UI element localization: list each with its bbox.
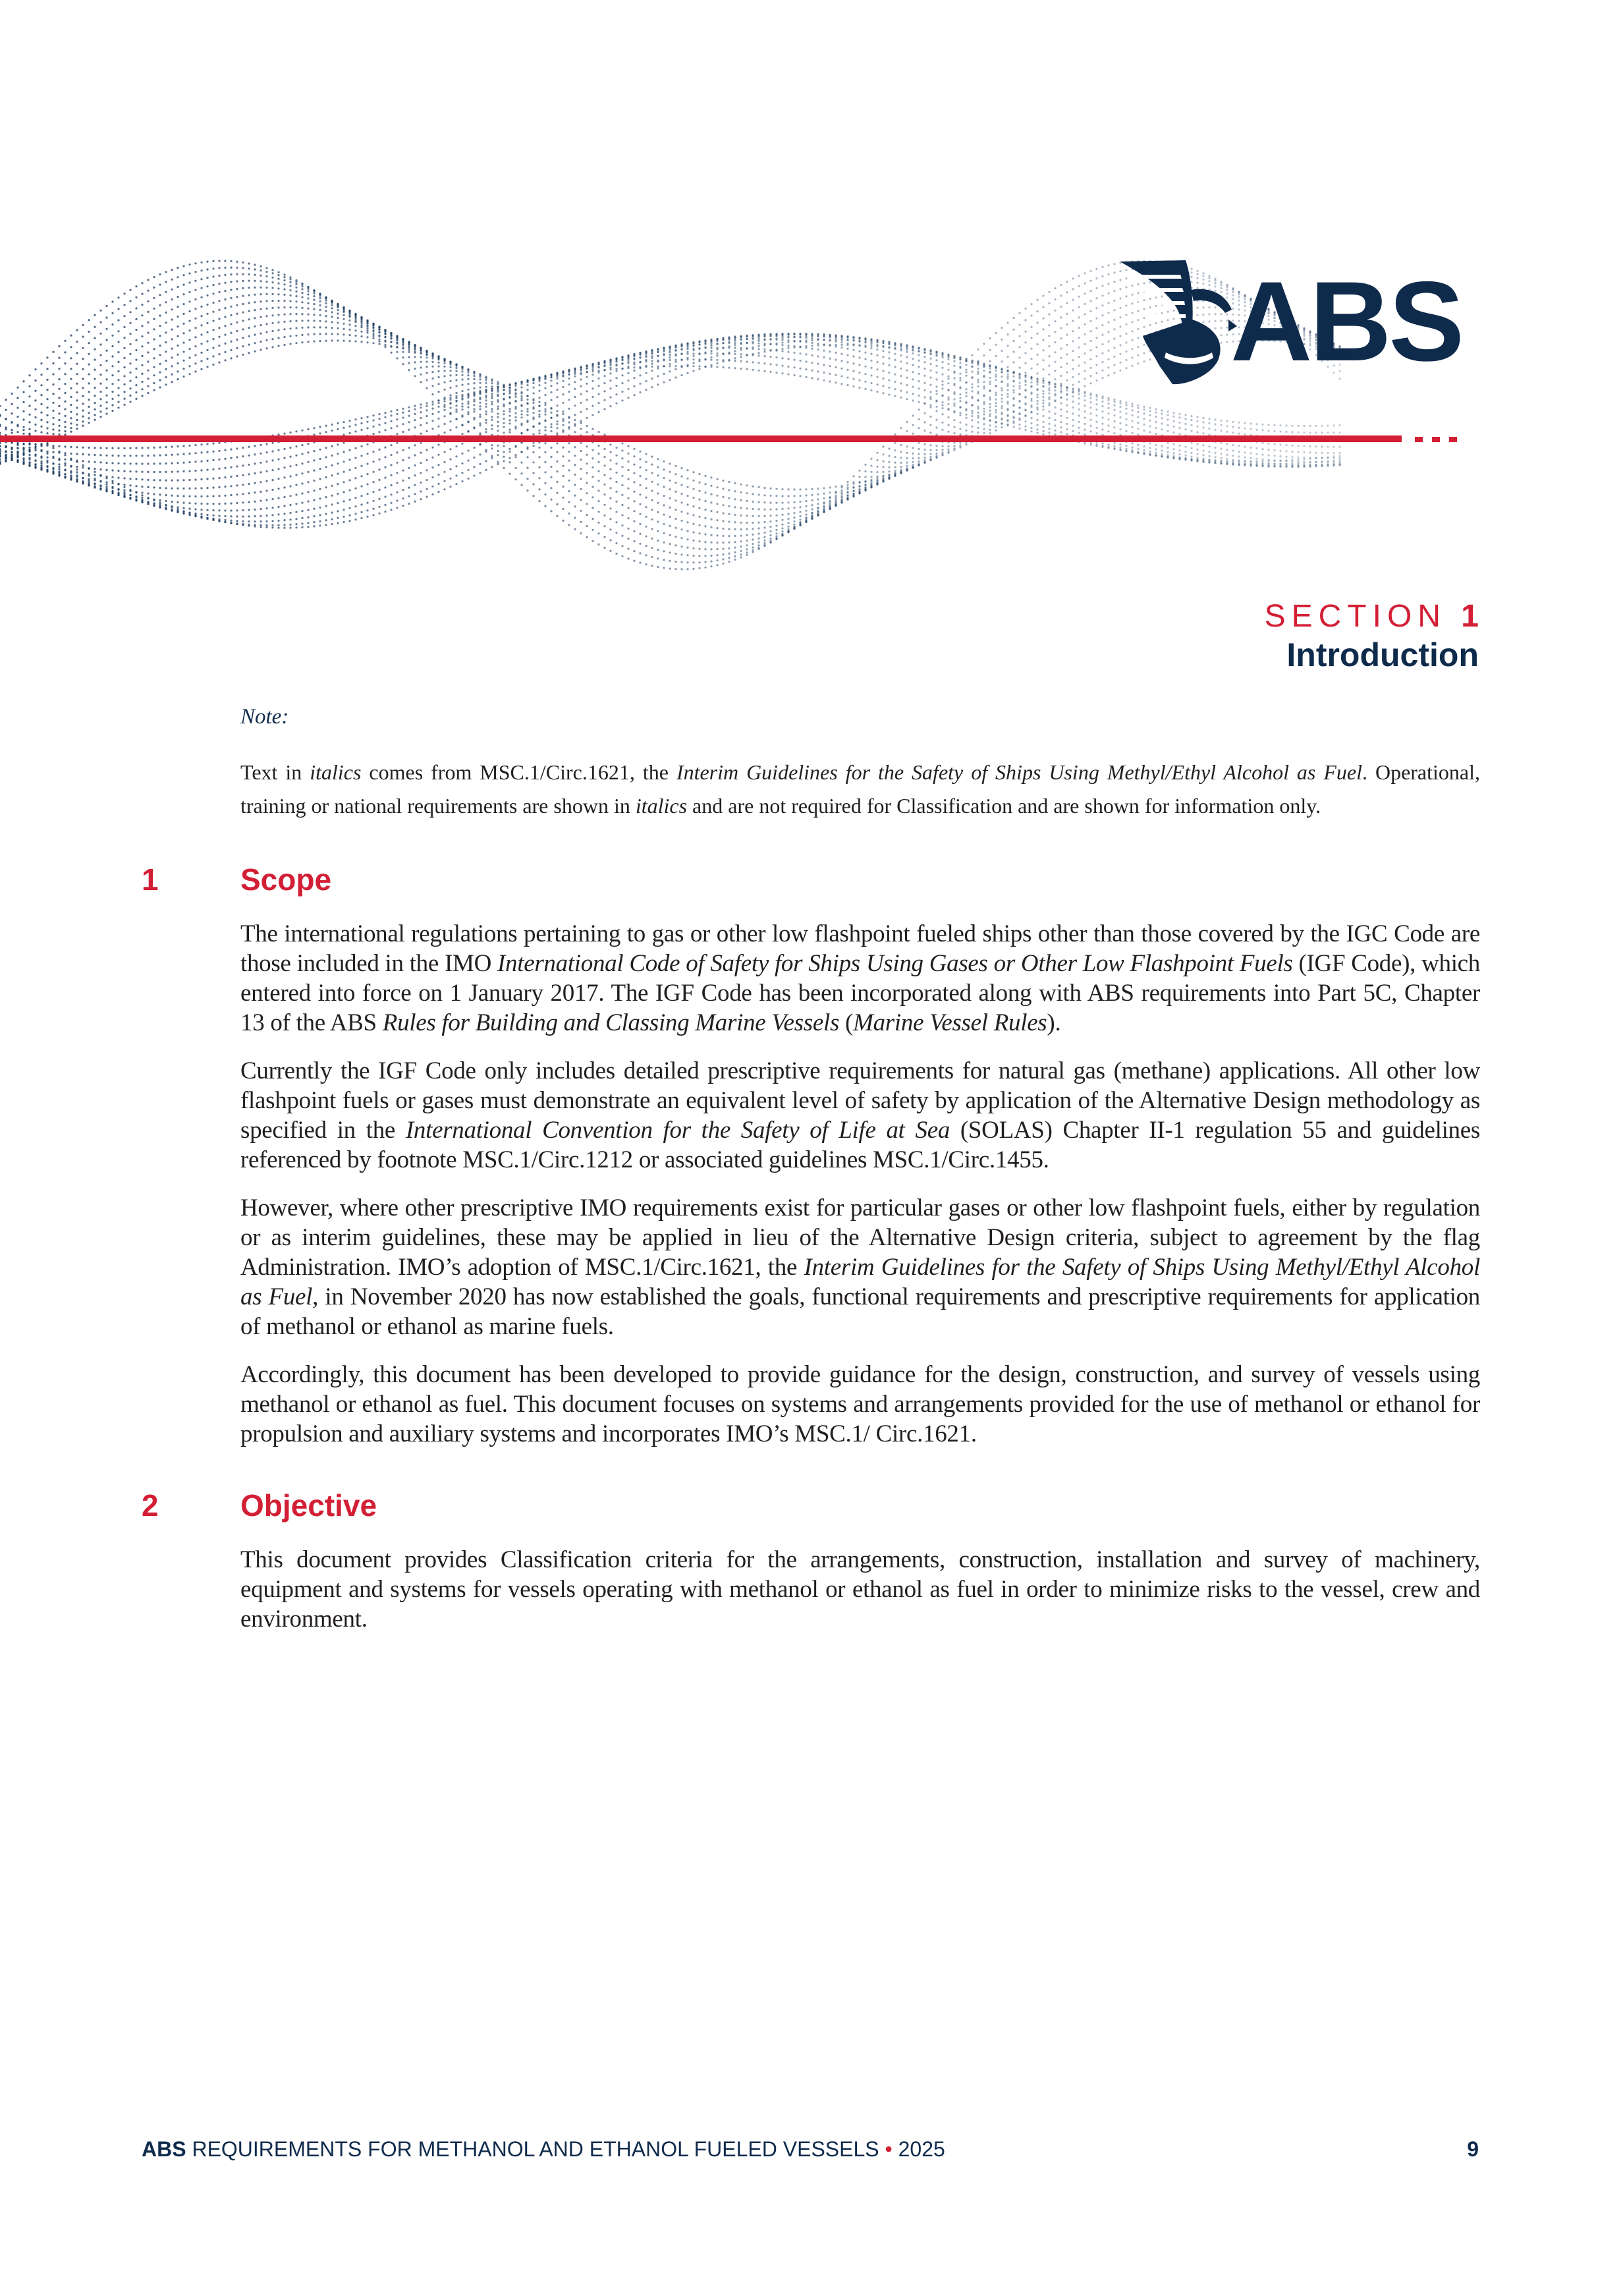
page-content <box>142 705 1481 1652</box>
text-run: (IGF Code), which entered into force on 1 January 2017. The IGF Code has been incorporated along with ABS requirements into Part 5C, Chapter 13 of the ABS <box>240 950 1481 1036</box>
text-run: Text in <box>240 760 310 784</box>
text-run: However, where other prescriptive IMO requirements exist for particular gases or other low flashpoint fuels, either by regulation or as interim guidelines, these may be applied in lieu of the Alternative Design criteria, subject to agreement by the flag Administration. IMO’s adoption of MSC.1/Circ.1621, the <box>240 1194 1480 1281</box>
text-run: comes from MSC.1/Circ.1621, the <box>361 760 676 784</box>
text-run: and are not required for Classification and are shown for information only. <box>687 794 1321 818</box>
header-rule-dash <box>1449 437 1457 442</box>
section-label: SECTION 1 <box>1264 599 1479 634</box>
italic-run: Marine Vessel Rules <box>853 1009 1047 1036</box>
note-text <box>240 756 1480 823</box>
body-paragraph <box>240 1545 1480 1634</box>
section-heading <box>142 861 1480 898</box>
section-heading-title: Objective <box>240 1488 377 1523</box>
text-run: Currently the IGF Code only includes detailed prescriptive requirements for natural gas (methane) applications. All other low flashpoint fuels or gases must demonstrate an equivalent level of safety by application of the Alternative Design methodology as specified in the <box>240 1057 1480 1144</box>
italic-run: Interim Guidelines for the Safety of Ships Using Methyl/Ethyl Alcohol as Fuel <box>240 1254 1480 1310</box>
italic-run: italics <box>310 760 362 784</box>
text-run: , in November 2020 has now established the goals, functional requirements and prescriptive requirements for application of methanol or ethanol as marine fuels. <box>240 1283 1480 1340</box>
italic-run: Rules for Building and Classing Marine Vessels <box>382 1009 840 1036</box>
section-title: Introduction <box>1286 636 1479 673</box>
abs-wordmark: ABS <box>1230 258 1462 385</box>
abs-logo <box>1120 254 1469 385</box>
section-heading-number: 2 <box>142 1488 159 1523</box>
footer-year: 2025 <box>898 2137 945 2161</box>
section-heading-title: Scope <box>240 862 332 897</box>
note-label: Note: <box>240 705 289 729</box>
italic-run: Interim Guidelines for the Safety of Ships Using Methyl/Ethyl Alcohol as Fuel <box>676 760 1362 784</box>
section-number: 1 <box>1461 599 1479 634</box>
eagle-emblem-icon <box>1120 254 1242 385</box>
text-run: Accordingly, this document has been developed to provide guidance for the design, construction, and survey of vessels using methanol or ethanol as fuel. This document focuses on systems and arrangements provided for the use of methanol or ethanol for propulsion and auxiliary systems and incorporates IMO’s MSC.1/ Circ.1621. <box>240 1361 1480 1447</box>
footer-separator: • <box>885 2137 893 2161</box>
page-footer <box>142 2137 1479 2162</box>
italic-run: International Code of Safety for Ships Using Gases or Other Low Flashpoint Fuels <box>497 950 1293 977</box>
body-paragraph <box>240 1056 1480 1175</box>
section-heading-number: 1 <box>142 862 159 897</box>
body-paragraph <box>240 1360 1480 1449</box>
footer-brand: ABS <box>142 2137 186 2161</box>
text-run: The international regulations pertaining to gas or other low flashpoint fueled ships other than those covered by the IGC Code are those included in the IMO <box>240 920 1480 977</box>
text-run: (SOLAS) Chapter II-1 regulation 55 and guidelines referenced by footnote MSC.1/Circ.1212 or associated guidelines MSC.1/Circ.1455. <box>240 1117 1480 1173</box>
page-number: 9 <box>1467 2137 1479 2161</box>
text-run: ( <box>839 1009 854 1036</box>
footer-title: REQUIREMENTS FOR METHANOL AND ETHANOL FUELED VESSELS <box>192 2137 879 2161</box>
italic-run: italics <box>635 794 688 818</box>
text-run: . Operational, training or national requirements are shown in <box>240 760 1481 818</box>
header-rule <box>0 435 1402 442</box>
header-rule-dash <box>1415 437 1423 442</box>
body-paragraph <box>240 919 1480 1038</box>
italic-run: International Convention for the Safety of Life at Sea <box>405 1117 950 1144</box>
text-run: This document provides Classification criteria for the arrangements, construction, installation and survey of machinery, equipment and systems for vessels operating with methanol or ethanol as fuel in order to minimize risks to the vessel, crew and environment. <box>240 1546 1480 1633</box>
body-paragraph <box>240 1193 1480 1341</box>
text-run: ). <box>1047 1009 1061 1036</box>
section-heading <box>142 1487 1480 1524</box>
header-rule-dash <box>1432 437 1440 442</box>
